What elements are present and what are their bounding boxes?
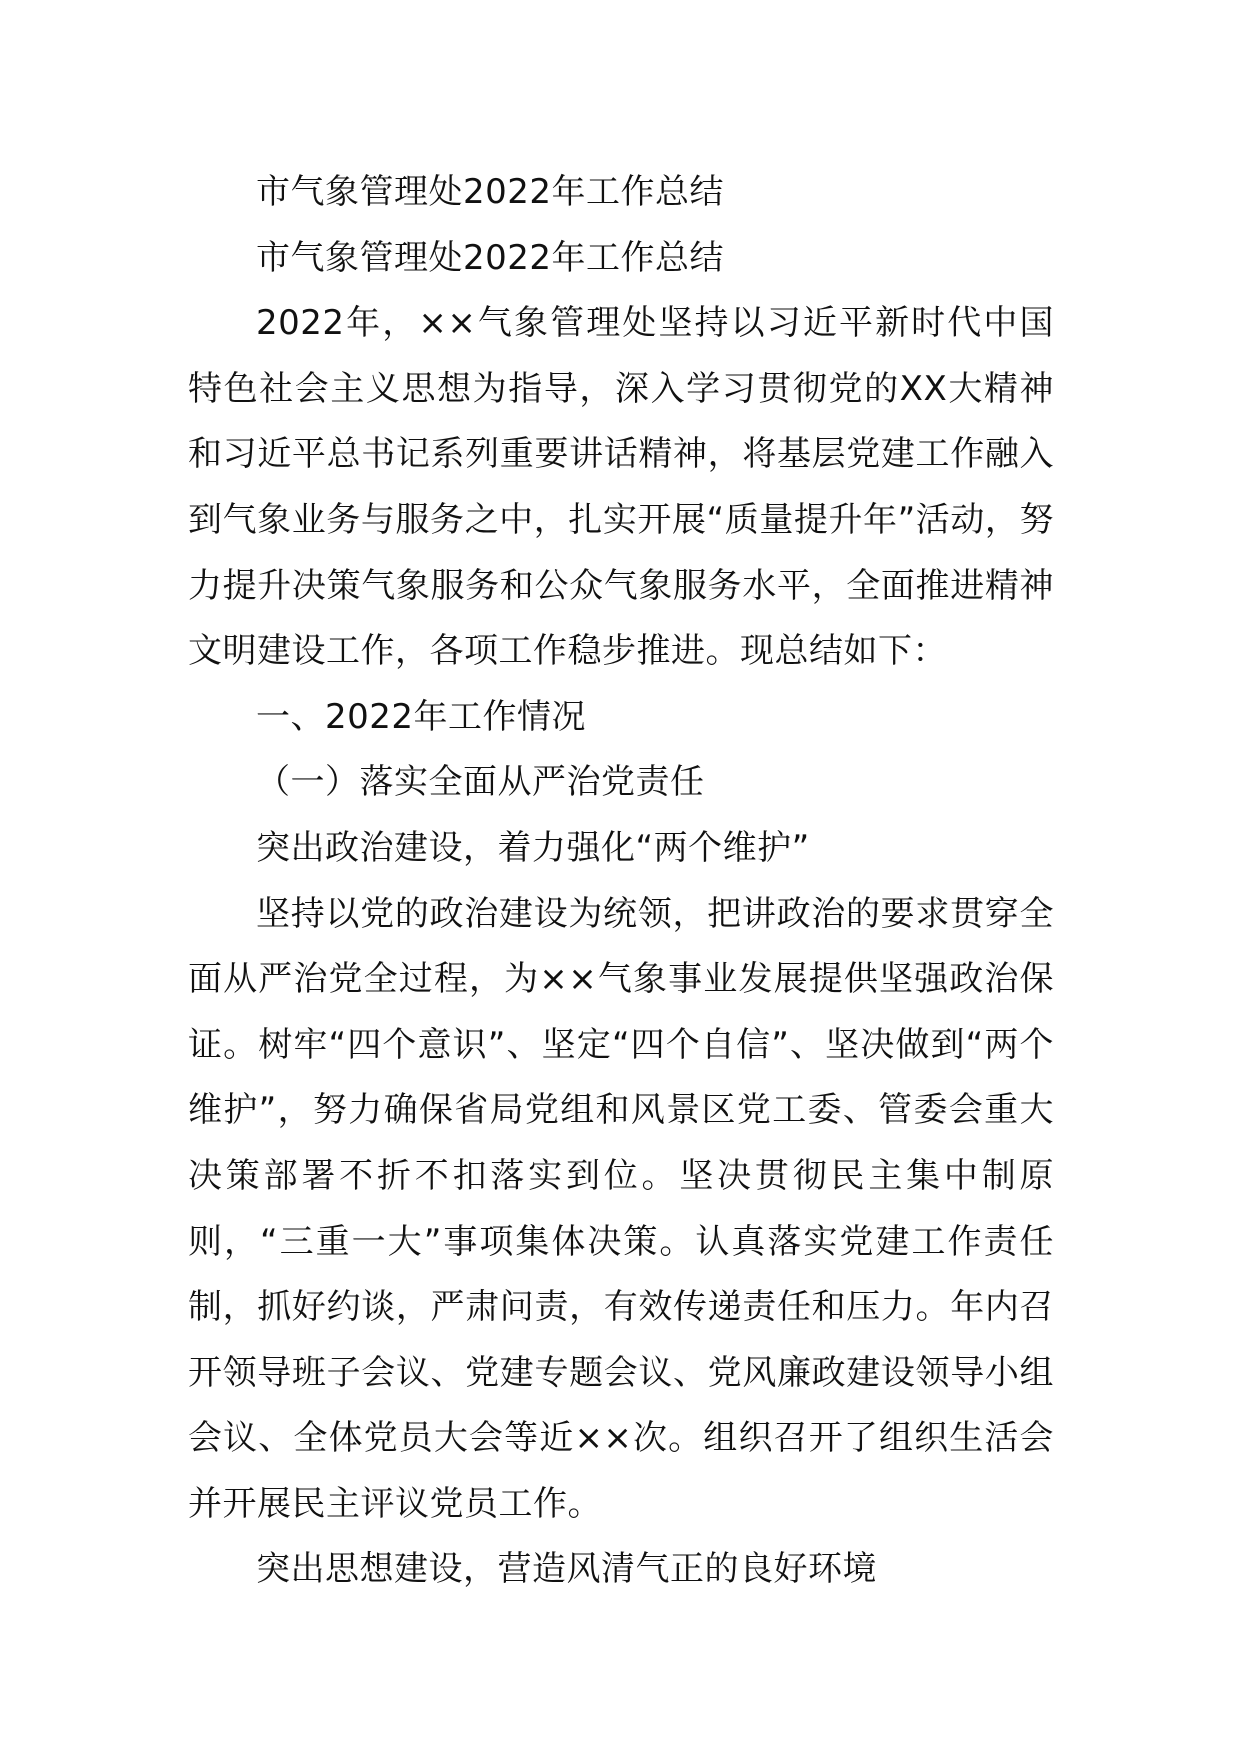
body-paragraph: 坚持以党的政治建设为统领，把讲政治的要求贯穿全面从严治党全过程，为××气象事业发展提供坚强政治保证。树牢“四个意识”、坚定“四个自信”、坚决做到“两个维护”，努力确保省局党组和风景区党工委、管委会重大决策部署不折不扣落实到位。坚决贯彻民主集中制原则，“三重一大”事项集体决策。认真落实党建工作责任制，抓好约谈，严肃问责，有效传递责任和压力。年内召开领导班子会议、党建专题会议、党风廉政建设领导小组会议、全体党员大会等近××次。组织召开了组织生活会并开展民主评议党员工作。 (188, 893, 1054, 1524)
topic-heading-political: 突出政治建设，着力强化“两个维护” (256, 827, 810, 868)
document-title: 市气象管理处2022年工作总结 (256, 172, 725, 212)
document-body (188, 160, 1054, 1603)
subsection-heading: （一）落实全面从严治党责任 (256, 762, 705, 803)
section-heading: 一、2022年工作情况 (256, 696, 587, 737)
topic-heading-ideological: 突出思想建设，营造风清气正的良好环境 (256, 1549, 877, 1590)
document-subtitle: 市气象管理处2022年工作总结 (256, 237, 725, 278)
intro-paragraph: 2022年，××气象管理处坚持以习近平新时代中国特色社会主义思想为指导，深入学习贯彻党的XX大精神和习近平总书记系列重要讲话精神，将基层党建工作融入到气象业务与服务之中，扎实开展“质量提升年”活动，努力提升决策气象服务和公众气象服务水平，全面推进精神文明建设工作，各项工作稳步推进。现总结如下： (188, 303, 1054, 672)
